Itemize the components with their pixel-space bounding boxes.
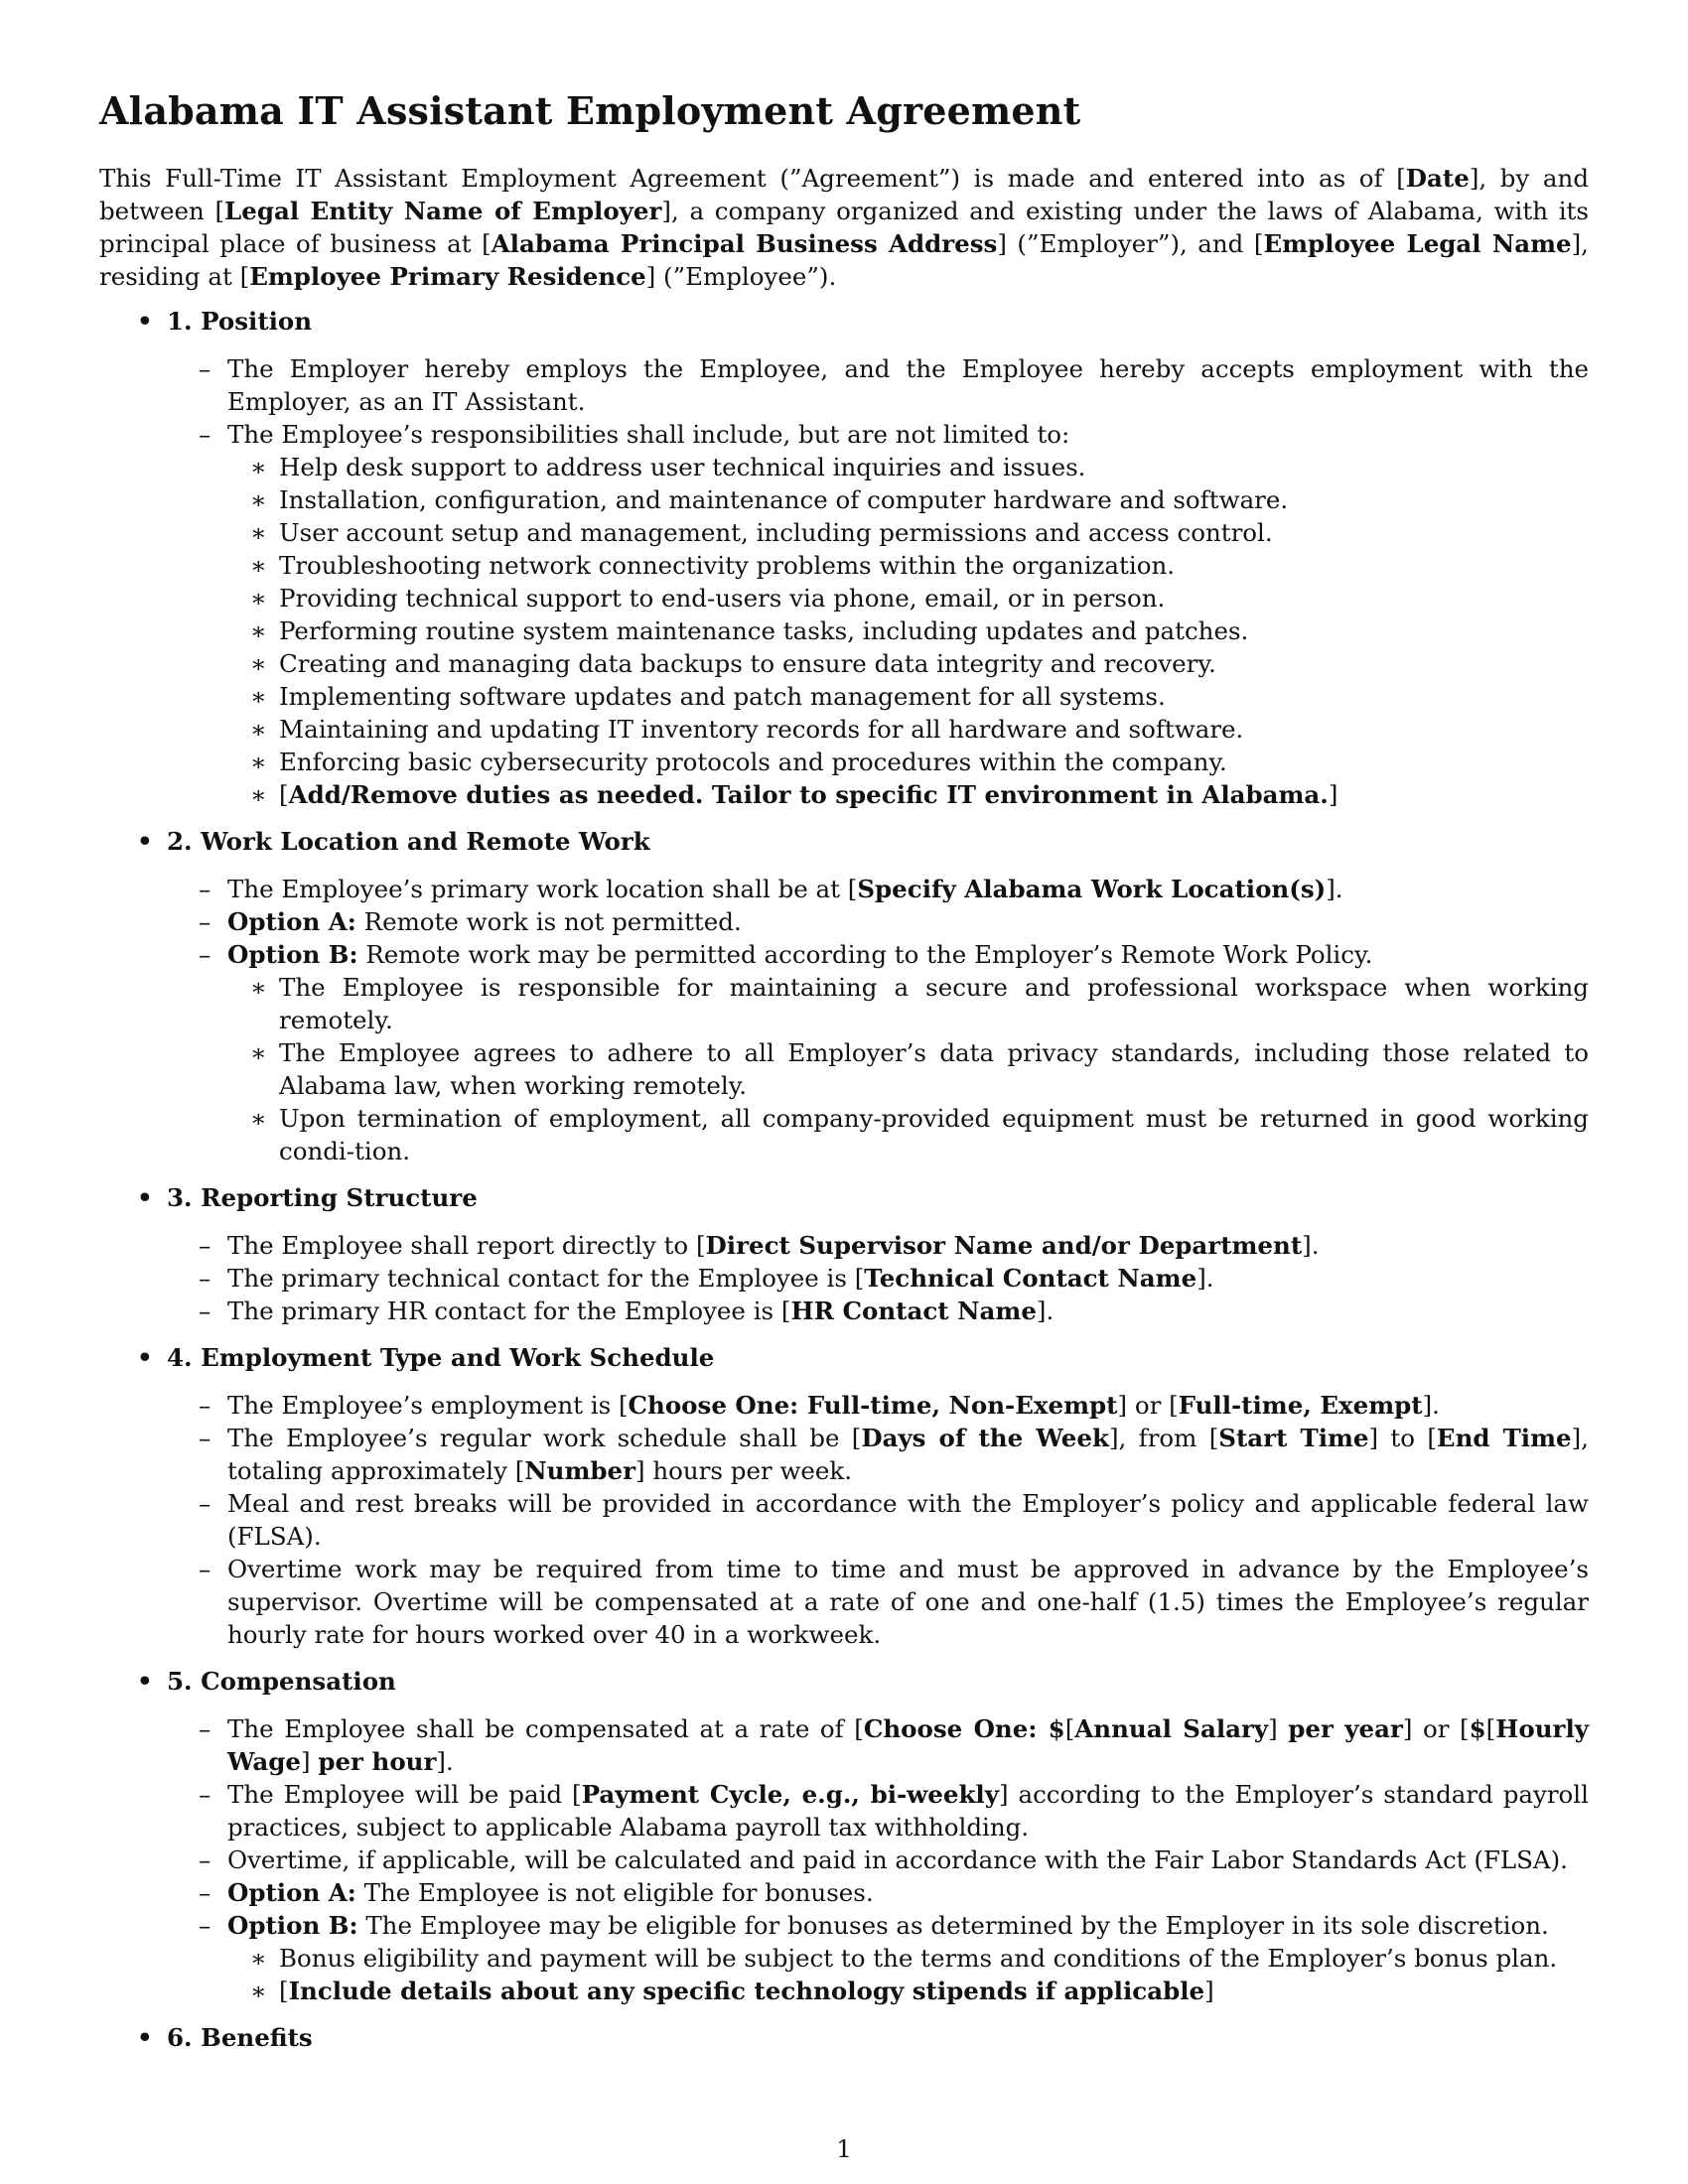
sub-list-item bbox=[0, 614, 1688, 647]
asterisk-bullet-icon: ∗ bbox=[250, 682, 267, 711]
sub-list-item bbox=[0, 549, 1688, 582]
dash-bullet-icon: – bbox=[199, 875, 211, 903]
asterisk-bullet-icon: ∗ bbox=[250, 1104, 267, 1133]
bold-text-run: Add/Remove duties as needed. Tailor to specific IT environment in Alabama. bbox=[288, 780, 1329, 809]
text-run: The Employee shall be compensated at a rate of [ bbox=[227, 1714, 864, 1743]
bold-text-run: Include details about any specific technology stipends if applicable bbox=[288, 1977, 1205, 2005]
section-body bbox=[0, 859, 1688, 1181]
text-run: Upon termination of employment, all company-provided equipment must be returned in good working condi-tion. bbox=[279, 1104, 1589, 1165]
list-item bbox=[0, 1778, 1688, 1843]
text-run: The Employer hereby employs the Employee, and the Employee hereby accepts employment with the Employer, as an IT Assistant. bbox=[227, 354, 1589, 416]
text-run: This Full-Time IT Assistant Employment Agreement (”Agreement”) is made and entered into as of bbox=[99, 164, 1397, 193]
asterisk-bullet-icon: ∗ bbox=[250, 485, 267, 514]
bold-text-run: HR Contact Name bbox=[790, 1297, 1037, 1325]
bold-text-run: End Time bbox=[1436, 1424, 1572, 1452]
text-run: ]. bbox=[1196, 1264, 1214, 1293]
asterisk-bullet-icon: ∗ bbox=[250, 518, 267, 547]
section-heading-label: 1. Position bbox=[167, 307, 313, 336]
text-run: Troubleshooting network connectivity problems within the organization. bbox=[279, 551, 1176, 580]
dash-bullet-icon: – bbox=[199, 354, 211, 383]
text-run: Creating and managing data backups to ensure data integrity and recovery. bbox=[279, 649, 1216, 678]
text-run: Meal and rest breaks will be provided in accordance with the Employer’s policy and applicable federal law (FLSA). bbox=[227, 1489, 1589, 1551]
text-run: ], by and between bbox=[99, 164, 1589, 225]
text-run: The Employee’s regular work schedule shall be [ bbox=[227, 1424, 862, 1452]
list-item bbox=[0, 1712, 1688, 1778]
text-run: The primary technical contact for the Employee is [ bbox=[227, 1264, 865, 1293]
dash-bullet-icon: – bbox=[199, 1555, 211, 1583]
dash-bullet-icon: – bbox=[199, 1878, 211, 1907]
text-run: Overtime work may be required from time to time and must be approved in advance by the Employee’s supervisor. Overtime will be compensated at a rate of one and one-half (1.5) times the Employee’s regular hourly rate for hours worked over 40 in a workweek. bbox=[227, 1555, 1589, 1649]
sub-list-item bbox=[0, 582, 1688, 614]
sub-list-item bbox=[0, 746, 1688, 778]
text-run: [ bbox=[279, 780, 289, 809]
bold-text-run: Employee Primary Residence bbox=[249, 262, 646, 291]
dash-bullet-icon: – bbox=[199, 1845, 211, 1874]
sub-list-item bbox=[0, 1102, 1688, 1167]
bold-text-run: per year bbox=[1288, 1714, 1403, 1743]
asterisk-bullet-icon: ∗ bbox=[250, 616, 267, 645]
list-item bbox=[0, 1389, 1688, 1422]
section bbox=[0, 1341, 1688, 1665]
asterisk-bullet-icon: ∗ bbox=[250, 551, 267, 580]
bold-text-run: Option A: bbox=[227, 907, 356, 936]
text-run: ], a company organized and existing under the laws of Alabama, with its principal place of business at [ bbox=[99, 197, 1589, 258]
dash-bullet-icon: – bbox=[199, 1391, 211, 1420]
text-run: Remote work may be permitted according to the Employer’s Remote Work Policy. bbox=[357, 940, 1373, 969]
bullet-icon: • bbox=[137, 1343, 153, 1372]
list-item bbox=[0, 873, 1688, 905]
asterisk-bullet-icon: ∗ bbox=[250, 649, 267, 678]
text-run: The Employee’s primary work location shall be at [ bbox=[227, 875, 858, 903]
bold-text-run: Start Time bbox=[1218, 1424, 1369, 1452]
text-run: Performing routine system maintenance tasks, including updates and patches. bbox=[279, 616, 1249, 645]
text-run: ] bbox=[300, 1747, 319, 1776]
asterisk-bullet-icon: ∗ bbox=[250, 780, 267, 809]
bold-text-run: Employee Legal Name bbox=[1263, 229, 1572, 258]
bold-text-run: Direct Supervisor Name and/or Department bbox=[705, 1231, 1303, 1260]
bold-text-run: Specify Alabama Work Location(s) bbox=[857, 875, 1327, 903]
text-run: [ bbox=[1064, 1714, 1075, 1743]
text-run: [ bbox=[279, 1977, 289, 2005]
text-run: ]. bbox=[1302, 1231, 1320, 1260]
list-item bbox=[0, 1843, 1688, 1876]
section-body bbox=[0, 1375, 1688, 1665]
text-run: ] to [ bbox=[1368, 1424, 1437, 1452]
bullet-icon: • bbox=[137, 307, 153, 336]
text-run: The Employee’s responsibilities shall include, but are not limited to: bbox=[227, 420, 1070, 449]
text-run: ]. bbox=[1036, 1297, 1055, 1325]
sub-list-item bbox=[0, 778, 1688, 811]
dash-bullet-icon: – bbox=[199, 907, 211, 936]
text-run: ]. bbox=[1326, 875, 1343, 903]
text-run: The Employee’s employment is [ bbox=[227, 1391, 629, 1420]
section-heading bbox=[0, 1665, 1688, 1699]
asterisk-bullet-icon: ∗ bbox=[250, 1977, 267, 2005]
section bbox=[0, 825, 1688, 1181]
sub-list-item bbox=[0, 483, 1688, 516]
list-item bbox=[0, 1909, 1688, 1942]
section-body bbox=[0, 1215, 1688, 1341]
list-item bbox=[0, 1229, 1688, 1262]
text-run: The Employee may be eligible for bonuses as determined by the Employer in its sole discretion. bbox=[357, 1911, 1549, 1940]
text-run: The primary HR contact for the Employee is [ bbox=[227, 1297, 791, 1325]
text-run: User account setup and management, including permissions and access control. bbox=[279, 518, 1273, 547]
list-item bbox=[0, 1295, 1688, 1327]
text-run: [ bbox=[214, 197, 225, 225]
text-run: The Employee will be paid [ bbox=[227, 1780, 582, 1809]
bold-text-run: Date bbox=[1405, 164, 1470, 193]
bold-text-run: $ bbox=[1469, 1714, 1486, 1743]
bold-text-run: Full-time, Exempt bbox=[1178, 1391, 1423, 1420]
bullet-icon: • bbox=[137, 827, 153, 856]
text-run: ]. bbox=[436, 1747, 454, 1776]
list-item bbox=[0, 352, 1688, 418]
text-run: Overtime, if applicable, will be calculated and paid in accordance with the Fair Labor Standards Act (FLSA). bbox=[227, 1845, 1568, 1874]
text-run: Implementing software updates and patch management for all systems. bbox=[279, 682, 1166, 711]
asterisk-bullet-icon: ∗ bbox=[250, 584, 267, 613]
page-number: 1 bbox=[836, 2134, 852, 2163]
section-heading-label: 6. Benefits bbox=[167, 2023, 313, 2052]
sub-list-item bbox=[0, 647, 1688, 680]
asterisk-bullet-icon: ∗ bbox=[250, 973, 267, 1002]
list-item bbox=[0, 1422, 1688, 1487]
sub-list-item bbox=[0, 1942, 1688, 1975]
sub-list-item bbox=[0, 1036, 1688, 1102]
section-heading-label: 5. Compensation bbox=[167, 1667, 396, 1696]
asterisk-bullet-icon: ∗ bbox=[250, 453, 267, 481]
text-run: The Employee agrees to adhere to all Employer’s data privacy standards, including those related to Alabama law, when working remotely. bbox=[279, 1038, 1589, 1100]
section bbox=[0, 2021, 1688, 2055]
section-heading bbox=[0, 825, 1688, 859]
list-item bbox=[0, 938, 1688, 971]
text-run: Bonus eligibility and payment will be subject to the terms and conditions of the Employer’s bonus plan. bbox=[279, 1944, 1558, 1973]
bold-text-run: Payment Cycle, e.g., bi-weekly bbox=[581, 1780, 999, 1809]
text-run: Installation, configuration, and maintenance of computer hardware and software. bbox=[279, 485, 1289, 514]
bold-text-run: Hourly Wage bbox=[227, 1714, 1589, 1776]
list-item bbox=[0, 418, 1688, 451]
dash-bullet-icon: – bbox=[199, 940, 211, 969]
text-run: The Employee shall report directly to [ bbox=[227, 1231, 706, 1260]
section-heading-label: 2. Work Location and Remote Work bbox=[167, 827, 650, 856]
list-item bbox=[0, 1262, 1688, 1295]
bold-text-run: Option B: bbox=[227, 1911, 358, 1940]
text-run: ], totaling approximately [ bbox=[227, 1424, 1589, 1485]
bold-text-run: Option A: bbox=[227, 1878, 356, 1907]
bullet-icon: • bbox=[137, 1183, 153, 1212]
text-run: ]. bbox=[1422, 1391, 1440, 1420]
dash-bullet-icon: – bbox=[199, 1231, 211, 1260]
dash-bullet-icon: – bbox=[199, 1714, 211, 1743]
bold-text-run: per hour bbox=[318, 1747, 437, 1776]
dash-bullet-icon: – bbox=[199, 1297, 211, 1325]
section bbox=[0, 1665, 1688, 2021]
text-run: ] (”Employee”). bbox=[645, 262, 837, 291]
section bbox=[0, 305, 1688, 825]
intro-paragraph bbox=[99, 162, 1589, 293]
section-heading bbox=[0, 1341, 1688, 1375]
section-heading-label: 3. Reporting Structure bbox=[167, 1183, 478, 1212]
bold-text-run: Choose One: Full-time, Non-Exempt bbox=[628, 1391, 1118, 1420]
section-heading-label: 4. Employment Type and Work Schedule bbox=[167, 1343, 715, 1372]
text-run: The Employee is not eligible for bonuses. bbox=[355, 1878, 874, 1907]
dash-bullet-icon: – bbox=[199, 1911, 211, 1940]
text-run: ] hours per week. bbox=[635, 1456, 853, 1485]
section-body bbox=[0, 1699, 1688, 2021]
dash-bullet-icon: – bbox=[199, 1780, 211, 1809]
text-run: Enforcing basic cybersecurity protocols and procedures within the company. bbox=[279, 748, 1227, 776]
sub-list-item bbox=[0, 680, 1688, 713]
asterisk-bullet-icon: ∗ bbox=[250, 748, 267, 776]
text-run: ] (”Employer”), and [ bbox=[997, 229, 1264, 258]
text-run: Help desk support to address user technical inquiries and issues. bbox=[279, 453, 1086, 481]
section-list bbox=[0, 305, 1688, 2055]
text-run: Maintaining and updating IT inventory records for all hardware and software. bbox=[279, 715, 1244, 744]
bold-text-run: Legal Entity Name of Employer bbox=[224, 197, 662, 225]
text-run: ] bbox=[1204, 1977, 1214, 2005]
text-run: [ bbox=[1396, 164, 1406, 193]
page-title: Alabama IT Assistant Employment Agreement bbox=[99, 88, 1081, 133]
text-run: Providing technical support to end-users via phone, email, or in person. bbox=[279, 584, 1166, 613]
asterisk-bullet-icon: ∗ bbox=[250, 1038, 267, 1067]
bold-text-run: Option B: bbox=[227, 940, 358, 969]
bold-text-run: Choose One: $ bbox=[863, 1714, 1065, 1743]
bullet-icon: • bbox=[137, 2023, 153, 2052]
text-run: Remote work is not permitted. bbox=[355, 907, 742, 936]
text-run: ] or [ bbox=[1117, 1391, 1179, 1420]
text-run: ] bbox=[1328, 780, 1338, 809]
sub-list-item bbox=[0, 451, 1688, 483]
section bbox=[0, 1181, 1688, 1341]
bold-text-run: Alabama Principal Business Address bbox=[491, 229, 998, 258]
bullet-icon: • bbox=[137, 1667, 153, 1696]
text-run: ] or [ bbox=[1402, 1714, 1470, 1743]
asterisk-bullet-icon: ∗ bbox=[250, 1944, 267, 1973]
dash-bullet-icon: – bbox=[199, 1264, 211, 1293]
section-body bbox=[0, 339, 1688, 825]
text-run: ] bbox=[1268, 1714, 1289, 1743]
text-run: ], residing at [ bbox=[99, 229, 1589, 291]
bold-text-run: Number bbox=[524, 1456, 636, 1485]
text-run: ] according to the Employer’s standard payroll practices, subject to applicable Alabama payroll tax withholding. bbox=[227, 1780, 1589, 1842]
list-item bbox=[0, 905, 1688, 938]
text-run: ], from [ bbox=[1108, 1424, 1219, 1452]
list-item bbox=[0, 1876, 1688, 1909]
bold-text-run: Technical Contact Name bbox=[864, 1264, 1197, 1293]
text-run: [ bbox=[1485, 1714, 1496, 1743]
sub-list-item bbox=[0, 713, 1688, 746]
text-run: The Employee is responsible for maintaining a secure and professional workspace when working remotely. bbox=[279, 973, 1589, 1034]
list-item bbox=[0, 1553, 1688, 1651]
section-heading bbox=[0, 305, 1688, 339]
sub-list-item bbox=[0, 516, 1688, 549]
dash-bullet-icon: – bbox=[199, 1424, 211, 1452]
sub-list-item bbox=[0, 1975, 1688, 2007]
list-item bbox=[0, 1487, 1688, 1553]
dash-bullet-icon: – bbox=[199, 420, 211, 449]
bold-text-run: Days of the Week bbox=[861, 1424, 1109, 1452]
sub-list-item bbox=[0, 971, 1688, 1036]
asterisk-bullet-icon: ∗ bbox=[250, 715, 267, 744]
section-heading bbox=[0, 2021, 1688, 2055]
bold-text-run: Annual Salary bbox=[1074, 1714, 1269, 1743]
dash-bullet-icon: – bbox=[199, 1489, 211, 1518]
section-heading bbox=[0, 1181, 1688, 1215]
